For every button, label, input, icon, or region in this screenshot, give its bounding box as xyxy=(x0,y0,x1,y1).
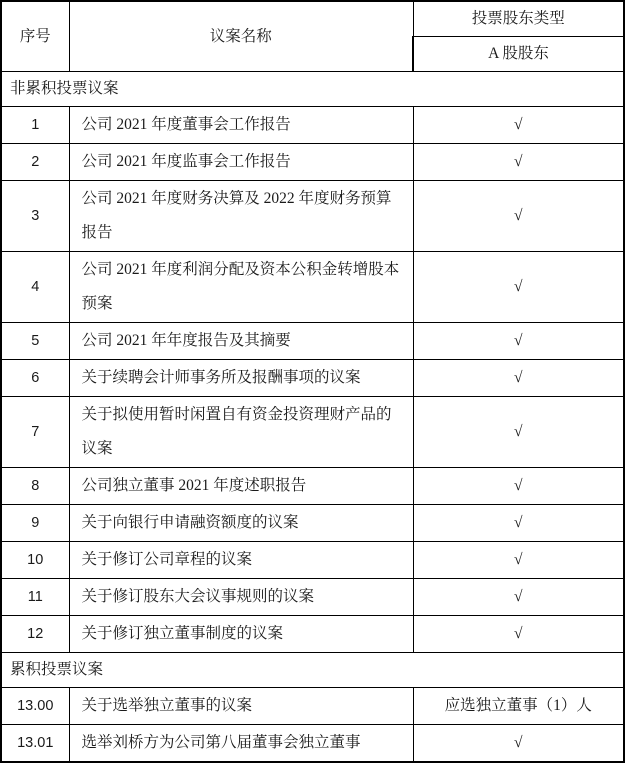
table-row xyxy=(1,505,624,542)
proposal-name-cell: 关于续聘会计师事务所及报酬事项的议案 xyxy=(69,360,413,397)
table-row xyxy=(1,323,624,360)
vote-mark-cell: √ xyxy=(413,616,624,653)
proposal-name-cell: 公司 2021 年度财务决算及 2022 年度财务预算报告 xyxy=(69,181,413,252)
vote-mark-cell: √ xyxy=(413,468,624,505)
proposal-name-cell: 关于修订公司章程的议案 xyxy=(69,542,413,579)
vote-mark-cell: 应选独立董事（1）人 xyxy=(413,688,624,725)
table-row xyxy=(1,468,624,505)
proposal-number-cell: 7 xyxy=(1,397,69,468)
vote-mark-cell: √ xyxy=(413,144,624,181)
proposal-number-cell: 10 xyxy=(1,542,69,579)
proposal-name-cell: 选举刘桥方为公司第八届董事会独立董事 xyxy=(69,725,413,763)
vote-mark-cell: √ xyxy=(413,725,624,763)
table-row xyxy=(1,542,624,579)
vote-mark-cell: √ xyxy=(413,397,624,468)
proposal-name-cell: 公司 2021 年度监事会工作报告 xyxy=(69,144,413,181)
section-row xyxy=(1,72,624,107)
proposal-number-cell: 6 xyxy=(1,360,69,397)
proposal-name-cell: 关于向银行申请融资额度的议案 xyxy=(69,505,413,542)
header-vote-shareholder-type: 投票股东类型 xyxy=(413,1,624,37)
table-row xyxy=(1,181,624,252)
vote-mark-cell: √ xyxy=(413,360,624,397)
vote-mark-cell: √ xyxy=(413,505,624,542)
section-label-noncumulative: 非累积投票议案 xyxy=(1,72,624,107)
proposal-number-cell: 5 xyxy=(1,323,69,360)
vote-mark-cell: √ xyxy=(413,252,624,323)
table-header-row-1 xyxy=(1,1,624,37)
proposal-number-cell: 9 xyxy=(1,505,69,542)
header-a-share-holder: A 股股东 xyxy=(413,37,624,72)
proposal-name-cell: 关于修订股东大会议事规则的议案 xyxy=(69,579,413,616)
proposal-number-cell: 3 xyxy=(1,181,69,252)
vote-mark-cell: √ xyxy=(413,323,624,360)
proposal-name-cell: 公司独立董事 2021 年度述职报告 xyxy=(69,468,413,505)
table-row xyxy=(1,360,624,397)
proposal-name-cell: 关于修订独立董事制度的议案 xyxy=(69,616,413,653)
proposal-number-cell: 1 xyxy=(1,107,69,144)
proposal-number-cell: 4 xyxy=(1,252,69,323)
table-row xyxy=(1,397,624,468)
proposal-number-cell: 11 xyxy=(1,579,69,616)
table-row xyxy=(1,107,624,144)
table-row xyxy=(1,616,624,653)
table-row xyxy=(1,688,624,725)
proposal-number-cell: 12 xyxy=(1,616,69,653)
proposal-name-cell: 关于选举独立董事的议案 xyxy=(69,688,413,725)
proposal-number-cell: 13.01 xyxy=(1,725,69,763)
vote-mark-cell: √ xyxy=(413,542,624,579)
vote-mark-cell: √ xyxy=(413,579,624,616)
table-row xyxy=(1,144,624,181)
section-row xyxy=(1,653,624,688)
vote-mark-cell: √ xyxy=(413,107,624,144)
proposal-name-cell: 公司 2021 年度利润分配及资本公积金转增股本预案 xyxy=(69,252,413,323)
table-row xyxy=(1,579,624,616)
header-proposal-name: 议案名称 xyxy=(69,1,413,72)
proposal-name-cell: 公司 2021 年度董事会工作报告 xyxy=(69,107,413,144)
proposal-number-cell: 13.00 xyxy=(1,688,69,725)
section-label-cumulative: 累积投票议案 xyxy=(1,653,624,688)
proposal-number-cell: 2 xyxy=(1,144,69,181)
table-row xyxy=(1,252,624,323)
vote-mark-cell: √ xyxy=(413,181,624,252)
proposal-number-cell: 8 xyxy=(1,468,69,505)
table-row xyxy=(1,725,624,763)
header-seq-number: 序号 xyxy=(1,1,69,72)
proposal-name-cell: 公司 2021 年年度报告及其摘要 xyxy=(69,323,413,360)
proposal-name-cell: 关于拟使用暂时闲置自有资金投资理财产品的议案 xyxy=(69,397,413,468)
